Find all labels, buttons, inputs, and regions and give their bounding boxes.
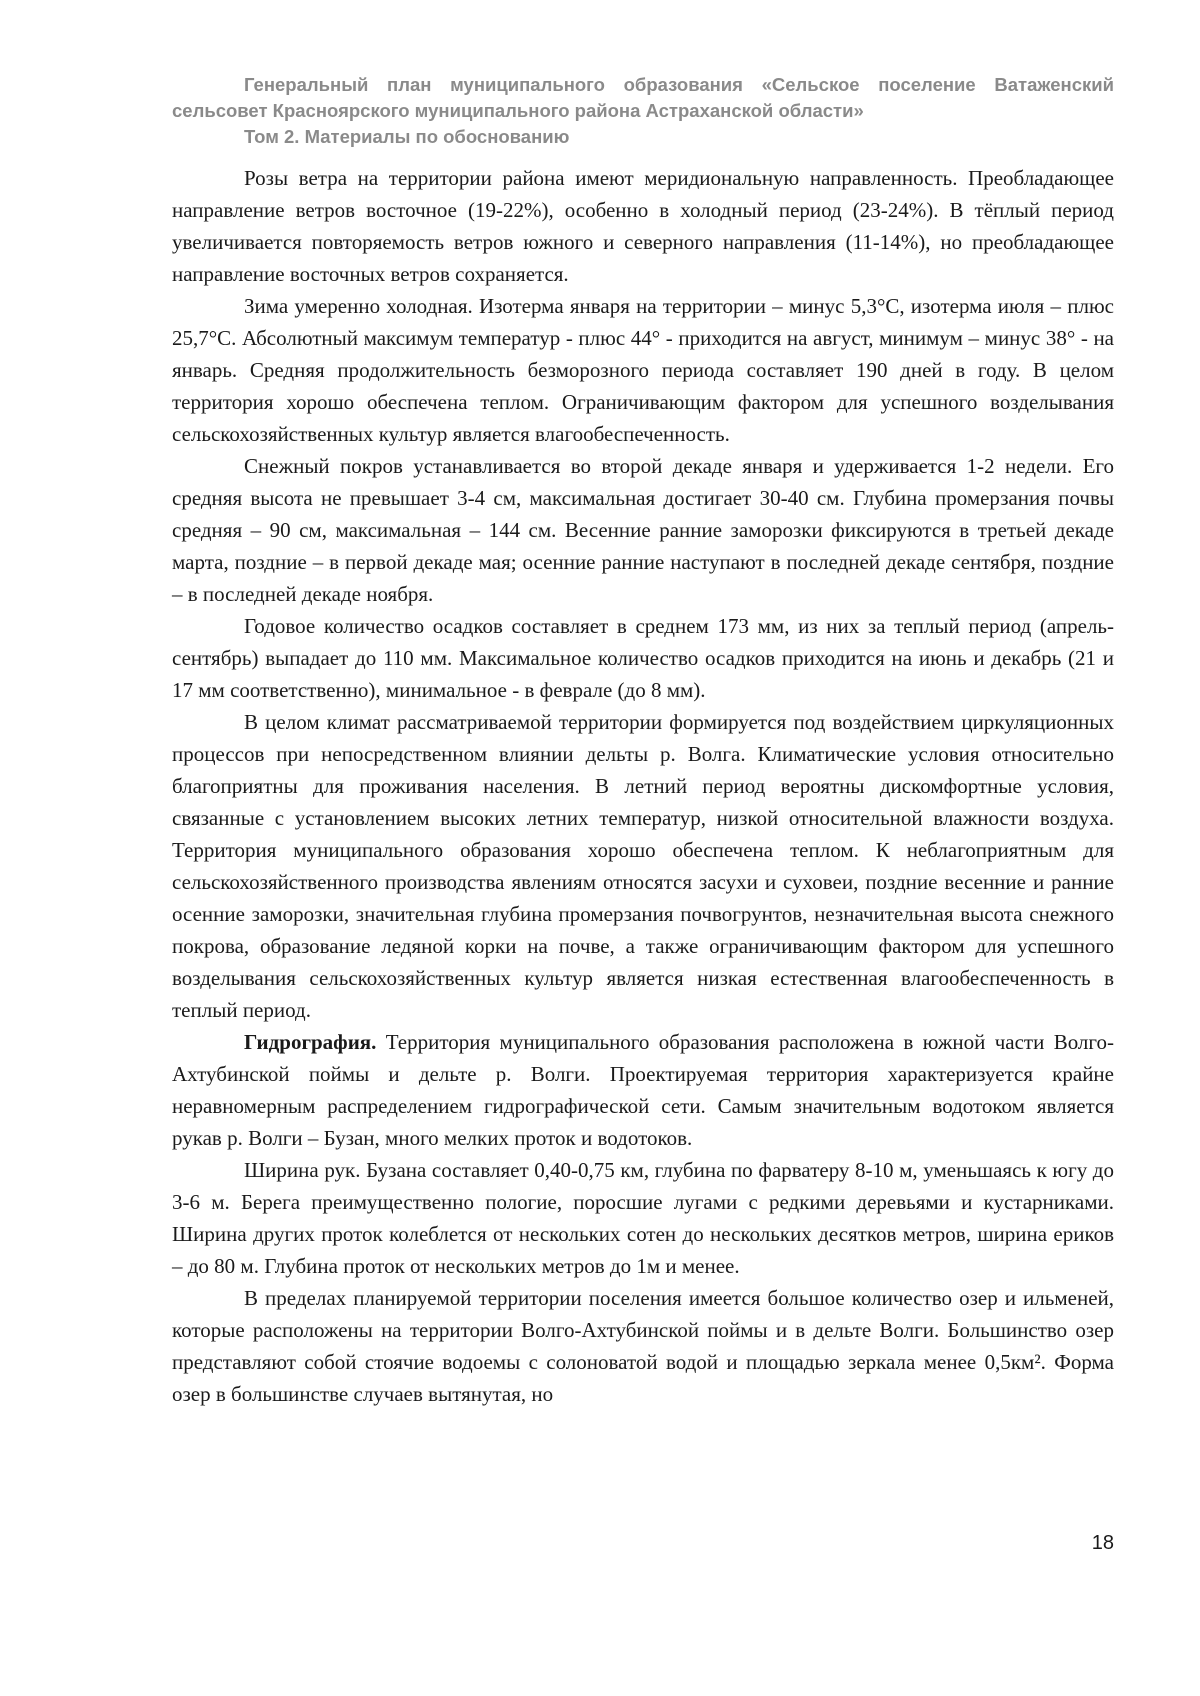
paragraph-hydrography bbox=[172, 1026, 1114, 1154]
paragraph-text: Территория муниципального образования расположена в южной части Волго-Ахтубинской поймы и дельте р. Волги. Проектируемая территория характеризуется крайне неравномерным распределением гидрографической сети. Самым значительным водотоком является рукав р. Волги – Бузан, много мелких проток и водотоков. bbox=[172, 1030, 1114, 1150]
paragraph-text: В пределах планируемой территории поселения имеется большое количество озер и ильменей, которые расположены на территории Волго-Ахтубинской поймы и в дельте Волги. Большинство озер представляют собой стоячие водоемы с солоноватой водой и площадью зеркала менее 0,5км². Форма озер в большинстве случаев вытянутая, но bbox=[172, 1286, 1114, 1406]
paragraph-text: В целом климат рассматриваемой территории формируется под воздействием циркуляционных процессов при непосредственном влиянии дельты р. Волга. Климатические условия относительно благоприятны для проживания населения. В летний период вероятны дискомфортные условия, связанные с установлением высоких летних температур, низкой относительной влажности воздуха. Территория муниципального образования хорошо обеспечена теплом. К неблагоприятным для сельскохозяйственного производства явлениям относятся засухи и суховеи, поздние весенние и ранние осенние заморозки, значительная глубина промерзания почвогрунтов, незначительная высота снежного покрова, образование ледяной корки на почве, а также ограничивающим фактором для успешного возделывания сельскохозяйственных культур является низкая естественная влагообеспеченность в теплый период. bbox=[172, 710, 1114, 1022]
paragraph-text: Розы ветра на территории района имеют меридиональную направленность. Преобладающее направление ветров восточное (19-22%), особенно в холодный период (23-24%). В тёплый период увеличивается повторяемость ветров южного и северного направления (11-14%), но преобладающее направление восточных ветров сохраняется. bbox=[172, 166, 1114, 286]
running-header bbox=[172, 72, 1114, 150]
header-title-line-1: Генеральный план муниципального образования «Сельское поселение Ватаженский bbox=[244, 74, 1114, 95]
paragraph-lakes bbox=[172, 1282, 1114, 1410]
paragraph-text: Ширина рук. Бузана составляет 0,40-0,75 км, глубина по фарватеру 8-10 м, уменьшаясь к югу до 3-6 м. Берега преимущественно пологие, поросшие лугами с редкими деревьями и кустарниками. Ширина других проток колеблется от нескольких сотен до нескольких десятков метров, ширина ериков – до 80 м. Глубина проток от нескольких метров до 1м и менее. bbox=[172, 1158, 1114, 1278]
header-title-line-2: сельсовет Красноярского муниципального района Астраханской области» bbox=[172, 100, 864, 121]
paragraph-lead-heading: Гидрография. bbox=[244, 1030, 377, 1054]
paragraph-text: Зима умеренно холодная. Изотерма января на территории – минус 5,3°С, изотерма июля – плюс 25,7°С. Абсолютный максимум температур - плюс 44° - приходится на август, минимум – минус 38° - на январь. Средняя продолжительность безморозного периода составляет 190 дней в году. В целом территория хорошо обеспечена теплом. Ограничивающим фактором для успешного возделывания сельскохозяйственных культур является влагообеспеченность. bbox=[172, 294, 1114, 446]
paragraph-precipitation bbox=[172, 610, 1114, 706]
paragraph-buzan-width bbox=[172, 1154, 1114, 1282]
body-text bbox=[172, 162, 1114, 1410]
header-volume-line: Том 2. Материалы по обоснованию bbox=[244, 126, 570, 147]
paragraph-text: Снежный покров устанавливается во второй декаде января и удерживается 1-2 недели. Его средняя высота не превышает 3-4 см, максимальная достигает 30-40 см. Глубина промерзания почвы средняя – 90 см, максимальная – 144 см. Весенние ранние заморозки фиксируются в третьей декаде марта, поздние – в первой декаде мая; осенние ранние наступают в последней декаде сентября, поздние – в последней декаде ноября. bbox=[172, 454, 1114, 606]
paragraph-text: Годовое количество осадков составляет в среднем 173 мм, из них за теплый период (апрель-сентябрь) выпадает до 110 мм. Максимальное количество осадков приходится на июнь и декабрь (21 и 17 мм соответственно), минимальное - в феврале (до 8 мм). bbox=[172, 614, 1114, 702]
paragraph-wind-roses bbox=[172, 162, 1114, 290]
paragraph-snow-cover bbox=[172, 450, 1114, 610]
page-number: 18 bbox=[1091, 1532, 1114, 1554]
paragraph-winter bbox=[172, 290, 1114, 450]
paragraph-climate-summary bbox=[172, 706, 1114, 1026]
